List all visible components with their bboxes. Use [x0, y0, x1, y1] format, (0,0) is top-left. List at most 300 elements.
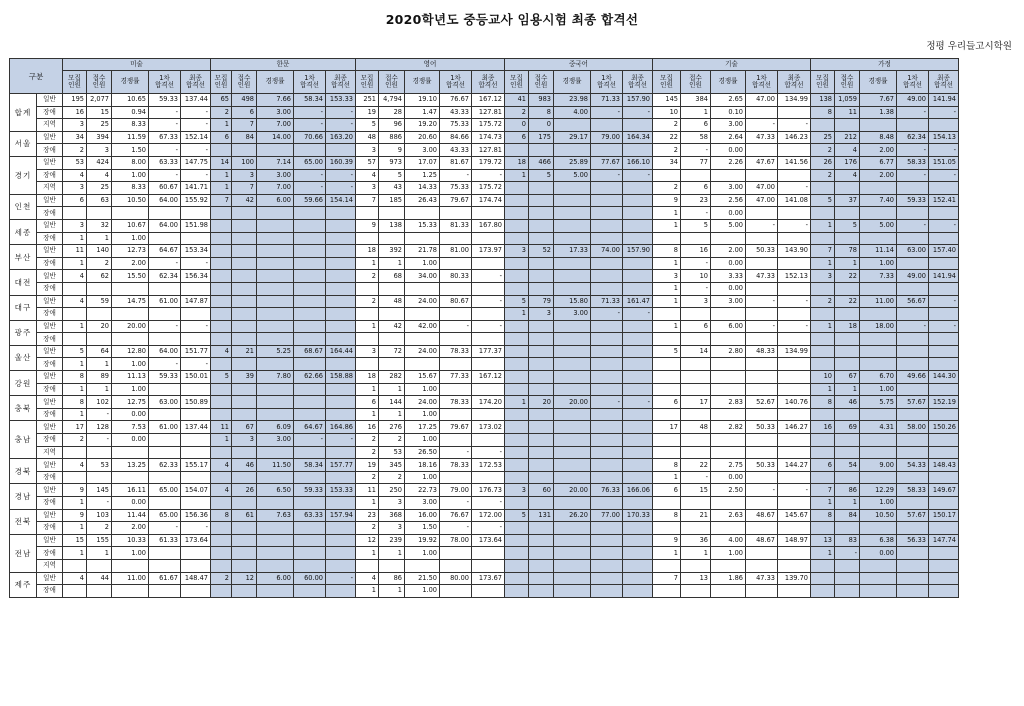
data-cell: 0.00 — [711, 257, 746, 270]
data-cell — [529, 421, 554, 434]
data-cell: - — [929, 169, 959, 182]
region-label: 인천 — [10, 194, 37, 219]
data-cell: 128 — [87, 421, 112, 434]
data-cell: 3 — [63, 219, 87, 232]
data-cell: 1 — [356, 320, 379, 333]
data-cell: 49.00 — [897, 270, 929, 283]
data-cell: - — [929, 219, 959, 232]
data-cell: 144.30 — [929, 371, 959, 384]
data-cell — [681, 169, 711, 182]
data-cell — [63, 308, 87, 321]
data-cell — [711, 497, 746, 510]
data-cell — [529, 471, 554, 484]
data-cell: 0.00 — [112, 434, 149, 447]
data-cell: 12.29 — [860, 484, 897, 497]
corner-header: 구분 — [10, 59, 63, 94]
data-cell: 173.67 — [472, 572, 505, 585]
data-cell — [472, 308, 505, 321]
column-header: 경쟁률 — [860, 71, 897, 94]
data-cell: 48 — [356, 131, 379, 144]
data-cell — [112, 559, 149, 572]
data-cell — [181, 282, 211, 295]
data-cell — [778, 585, 811, 598]
data-cell: 34 — [63, 131, 87, 144]
data-cell: 1 — [379, 585, 405, 598]
data-cell: 4 — [211, 345, 232, 358]
data-cell: 164.86 — [326, 421, 356, 434]
quota-type-label: 일반 — [37, 245, 63, 258]
column-header: 최종 합격선 — [929, 71, 959, 94]
data-cell — [591, 345, 623, 358]
data-cell: 1 — [505, 308, 529, 321]
data-cell — [711, 559, 746, 572]
data-cell — [257, 219, 294, 232]
data-cell: 72 — [379, 345, 405, 358]
data-cell: 62.33 — [149, 459, 181, 472]
data-cell — [63, 471, 87, 484]
data-cell — [811, 232, 835, 245]
data-cell — [623, 471, 653, 484]
data-cell: 4 — [63, 270, 87, 283]
data-cell — [181, 471, 211, 484]
data-cell — [835, 434, 860, 447]
data-cell: 175.72 — [472, 182, 505, 195]
data-cell — [711, 169, 746, 182]
data-cell: 4 — [63, 459, 87, 472]
data-cell: 137.44 — [181, 94, 211, 107]
data-cell: 175 — [529, 131, 554, 144]
data-cell: 9 — [63, 509, 87, 522]
data-cell: 1,059 — [835, 94, 860, 107]
data-cell: 2.00 — [860, 169, 897, 182]
data-cell: 16.00 — [405, 509, 440, 522]
data-cell: 4 — [63, 169, 87, 182]
data-cell: 2 — [211, 572, 232, 585]
column-header: 모집 인원 — [653, 71, 681, 94]
data-cell: 8 — [529, 106, 554, 119]
table-row — [10, 207, 959, 220]
data-cell: 8 — [653, 245, 681, 258]
data-cell: 10.33 — [112, 534, 149, 547]
data-cell: 58 — [681, 131, 711, 144]
data-cell — [929, 232, 959, 245]
data-cell: 2 — [653, 119, 681, 132]
region-label: 경남 — [10, 484, 37, 509]
data-cell: 59.33 — [149, 94, 181, 107]
region-label: 광주 — [10, 320, 37, 345]
data-cell: 17 — [653, 421, 681, 434]
column-header: 1차 합격선 — [746, 71, 778, 94]
data-cell: 2 — [63, 434, 87, 447]
data-cell: 6.00 — [711, 320, 746, 333]
data-cell — [929, 257, 959, 270]
data-cell: 6 — [211, 131, 232, 144]
data-cell: 61.00 — [149, 421, 181, 434]
quota-type-label: 장애 — [37, 522, 63, 535]
data-cell: 18.16 — [405, 459, 440, 472]
data-cell — [860, 207, 897, 220]
quota-type-label: 장애 — [37, 434, 63, 447]
data-cell: 21.78 — [405, 245, 440, 258]
data-cell: 48 — [681, 421, 711, 434]
data-cell: - — [440, 497, 472, 510]
data-cell — [897, 408, 929, 421]
column-header: 경쟁률 — [257, 71, 294, 94]
data-cell: 11 — [63, 245, 87, 258]
table-row — [10, 585, 959, 598]
data-cell: 10.65 — [112, 94, 149, 107]
quota-type-label: 지역 — [37, 559, 63, 572]
data-cell — [778, 308, 811, 321]
data-cell — [440, 282, 472, 295]
data-cell — [257, 358, 294, 371]
data-cell — [529, 585, 554, 598]
data-cell: 3.00 — [554, 308, 591, 321]
data-cell: 1.50 — [405, 522, 440, 535]
data-cell — [623, 434, 653, 447]
data-cell — [112, 333, 149, 346]
data-cell — [681, 585, 711, 598]
data-cell — [257, 320, 294, 333]
data-cell — [294, 295, 326, 308]
data-cell — [591, 459, 623, 472]
data-cell — [591, 471, 623, 484]
data-cell — [529, 232, 554, 245]
data-cell: 0.94 — [112, 106, 149, 119]
data-cell — [232, 219, 257, 232]
data-cell: 153.33 — [326, 94, 356, 107]
data-cell — [746, 333, 778, 346]
data-cell — [405, 308, 440, 321]
data-cell: 1.00 — [860, 497, 897, 510]
data-cell: 141.94 — [929, 270, 959, 283]
data-cell — [591, 383, 623, 396]
data-cell — [294, 408, 326, 421]
data-cell — [63, 333, 87, 346]
data-cell — [63, 282, 87, 295]
data-cell: 43 — [379, 182, 405, 195]
data-cell — [554, 333, 591, 346]
results-table — [9, 58, 959, 598]
data-cell: 1.00 — [860, 383, 897, 396]
data-cell — [681, 559, 711, 572]
table-row — [10, 169, 959, 182]
data-cell — [87, 207, 112, 220]
data-cell: 1.00 — [112, 169, 149, 182]
table-row — [10, 194, 959, 207]
data-cell — [929, 434, 959, 447]
data-cell: 3 — [653, 270, 681, 283]
data-cell: 11.14 — [860, 245, 897, 258]
data-cell — [811, 119, 835, 132]
data-cell: 1 — [87, 232, 112, 245]
data-cell — [623, 232, 653, 245]
data-cell — [835, 572, 860, 585]
data-cell: 21 — [681, 509, 711, 522]
data-cell: 22 — [835, 295, 860, 308]
data-cell: 16 — [681, 245, 711, 258]
data-cell — [811, 282, 835, 295]
data-cell — [505, 320, 529, 333]
region-label: 제주 — [10, 572, 37, 597]
data-cell: 11 — [211, 421, 232, 434]
data-cell: 62.34 — [149, 270, 181, 283]
quota-type-label: 장애 — [37, 257, 63, 270]
data-cell: 141.08 — [778, 194, 811, 207]
data-cell — [294, 497, 326, 510]
data-cell: - — [472, 497, 505, 510]
data-cell — [472, 207, 505, 220]
data-cell — [529, 383, 554, 396]
data-cell: - — [897, 144, 929, 157]
data-cell: 140.76 — [778, 396, 811, 409]
data-cell — [505, 534, 529, 547]
table-row — [10, 509, 959, 522]
data-cell: 19 — [356, 459, 379, 472]
data-cell: 67.33 — [149, 131, 181, 144]
data-cell: 13 — [811, 534, 835, 547]
data-cell — [149, 434, 181, 447]
data-cell — [379, 207, 405, 220]
data-cell — [257, 295, 294, 308]
data-cell: 17.25 — [405, 421, 440, 434]
data-cell — [326, 257, 356, 270]
data-cell: - — [294, 119, 326, 132]
data-cell: 1 — [87, 358, 112, 371]
data-cell — [681, 434, 711, 447]
data-cell: 11 — [835, 106, 860, 119]
data-cell: - — [929, 106, 959, 119]
data-cell — [505, 471, 529, 484]
data-cell — [746, 169, 778, 182]
data-cell — [294, 232, 326, 245]
data-cell: 4 — [356, 572, 379, 585]
data-cell — [711, 232, 746, 245]
data-cell: 75.33 — [440, 119, 472, 132]
quota-type-label: 장애 — [37, 106, 63, 119]
data-cell — [87, 585, 112, 598]
data-cell — [623, 497, 653, 510]
data-cell — [897, 207, 929, 220]
data-cell — [211, 547, 232, 560]
data-cell: 80.67 — [440, 295, 472, 308]
data-cell — [623, 270, 653, 283]
data-cell — [860, 522, 897, 535]
data-cell: 1.00 — [405, 434, 440, 447]
data-cell — [211, 333, 232, 346]
data-cell — [257, 282, 294, 295]
data-cell — [232, 320, 257, 333]
data-cell: 6.70 — [860, 371, 897, 384]
column-header: 경쟁률 — [554, 71, 591, 94]
data-cell: 9 — [63, 484, 87, 497]
data-cell — [591, 497, 623, 510]
data-cell: 25.89 — [554, 156, 591, 169]
data-cell: 0.00 — [860, 547, 897, 560]
data-cell: 1 — [379, 383, 405, 396]
data-cell: 2.83 — [711, 396, 746, 409]
data-cell: 9 — [356, 219, 379, 232]
data-cell — [529, 182, 554, 195]
data-cell — [505, 182, 529, 195]
data-cell — [505, 434, 529, 447]
table-row — [10, 471, 959, 484]
column-header: 경쟁률 — [711, 71, 746, 94]
data-cell: 1 — [835, 257, 860, 270]
data-cell: 64.00 — [149, 345, 181, 358]
data-cell: - — [591, 396, 623, 409]
table-row — [10, 219, 959, 232]
data-cell — [211, 219, 232, 232]
data-cell — [811, 345, 835, 358]
data-cell — [711, 358, 746, 371]
data-cell: 0.00 — [112, 408, 149, 421]
data-cell: 368 — [379, 509, 405, 522]
data-cell — [811, 308, 835, 321]
data-cell: 23 — [681, 194, 711, 207]
data-cell — [746, 559, 778, 572]
data-cell: 79.00 — [440, 484, 472, 497]
data-cell — [257, 559, 294, 572]
data-cell: 384 — [681, 94, 711, 107]
data-cell: 5 — [653, 345, 681, 358]
data-cell: 15.67 — [405, 371, 440, 384]
data-cell: 2.82 — [711, 421, 746, 434]
quota-type-label: 장애 — [37, 547, 63, 560]
data-cell — [929, 182, 959, 195]
data-cell — [529, 434, 554, 447]
quota-type-label: 지역 — [37, 182, 63, 195]
region-label: 충남 — [10, 421, 37, 459]
data-cell — [554, 522, 591, 535]
data-cell: 1 — [811, 547, 835, 560]
data-cell — [257, 585, 294, 598]
data-cell: 10.50 — [112, 194, 149, 207]
data-cell — [505, 371, 529, 384]
table-row — [10, 497, 959, 510]
data-cell: 1.00 — [405, 383, 440, 396]
data-cell: 13 — [681, 572, 711, 585]
data-cell — [623, 459, 653, 472]
data-cell: 1 — [653, 207, 681, 220]
data-cell: 2 — [505, 106, 529, 119]
data-cell: 16 — [63, 106, 87, 119]
data-cell: - — [778, 484, 811, 497]
data-cell: 6 — [653, 396, 681, 409]
data-cell: 12.73 — [112, 245, 149, 258]
data-cell: 62 — [87, 270, 112, 283]
data-cell — [778, 446, 811, 459]
data-cell — [591, 358, 623, 371]
data-cell: 11 — [356, 484, 379, 497]
data-cell: 5 — [835, 219, 860, 232]
data-cell — [294, 320, 326, 333]
data-cell — [711, 333, 746, 346]
data-cell — [257, 471, 294, 484]
data-cell: 174.74 — [472, 194, 505, 207]
data-cell: 4 — [87, 169, 112, 182]
data-cell: 79 — [529, 295, 554, 308]
data-cell — [211, 497, 232, 510]
data-cell — [149, 547, 181, 560]
data-cell — [472, 232, 505, 245]
table-row — [10, 408, 959, 421]
data-cell — [653, 434, 681, 447]
data-cell: 71.33 — [591, 295, 623, 308]
data-cell — [472, 282, 505, 295]
data-cell: 152.14 — [181, 131, 211, 144]
column-header: 1차 합격선 — [149, 71, 181, 94]
data-cell — [835, 585, 860, 598]
data-cell: 65 — [211, 94, 232, 107]
data-cell: 7.14 — [257, 156, 294, 169]
data-cell — [326, 282, 356, 295]
data-cell: 0.00 — [711, 144, 746, 157]
data-cell — [746, 522, 778, 535]
data-cell — [326, 245, 356, 258]
data-cell: 22.73 — [405, 484, 440, 497]
data-cell: 76.67 — [440, 509, 472, 522]
data-cell — [835, 282, 860, 295]
data-cell: 3.00 — [711, 119, 746, 132]
data-cell: 4.00 — [711, 534, 746, 547]
data-cell — [929, 408, 959, 421]
data-cell — [835, 471, 860, 484]
table-row — [10, 131, 959, 144]
data-cell: 32 — [87, 219, 112, 232]
data-cell: 41 — [505, 94, 529, 107]
data-cell: 9 — [653, 534, 681, 547]
data-cell — [653, 408, 681, 421]
data-cell: 11.50 — [257, 459, 294, 472]
data-cell: 26 — [232, 484, 257, 497]
data-cell — [232, 245, 257, 258]
data-cell — [653, 522, 681, 535]
region-label: 대전 — [10, 270, 37, 295]
data-cell — [232, 207, 257, 220]
data-cell — [232, 497, 257, 510]
data-cell: 140 — [87, 245, 112, 258]
column-header: 최종 합격선 — [623, 71, 653, 94]
subject-header: 중국어 — [505, 59, 653, 71]
data-cell — [835, 232, 860, 245]
data-cell — [860, 182, 897, 195]
data-cell — [529, 572, 554, 585]
data-cell: 3 — [356, 182, 379, 195]
data-cell — [294, 270, 326, 283]
data-cell: 148.97 — [778, 534, 811, 547]
data-cell — [440, 358, 472, 371]
data-cell: 53 — [379, 446, 405, 459]
quota-type-label: 일반 — [37, 270, 63, 283]
data-cell: 6 — [356, 396, 379, 409]
data-cell: 46 — [232, 459, 257, 472]
data-cell: 7.00 — [257, 119, 294, 132]
data-cell: 13.25 — [112, 459, 149, 472]
data-cell: - — [149, 320, 181, 333]
data-cell — [778, 408, 811, 421]
data-cell — [232, 333, 257, 346]
data-cell: 166.06 — [623, 484, 653, 497]
data-cell — [211, 559, 232, 572]
table-row — [10, 245, 959, 258]
data-cell: 5.25 — [257, 345, 294, 358]
data-cell: - — [623, 169, 653, 182]
data-cell — [897, 522, 929, 535]
data-cell — [778, 559, 811, 572]
data-cell: 24.00 — [405, 345, 440, 358]
data-cell: - — [326, 106, 356, 119]
